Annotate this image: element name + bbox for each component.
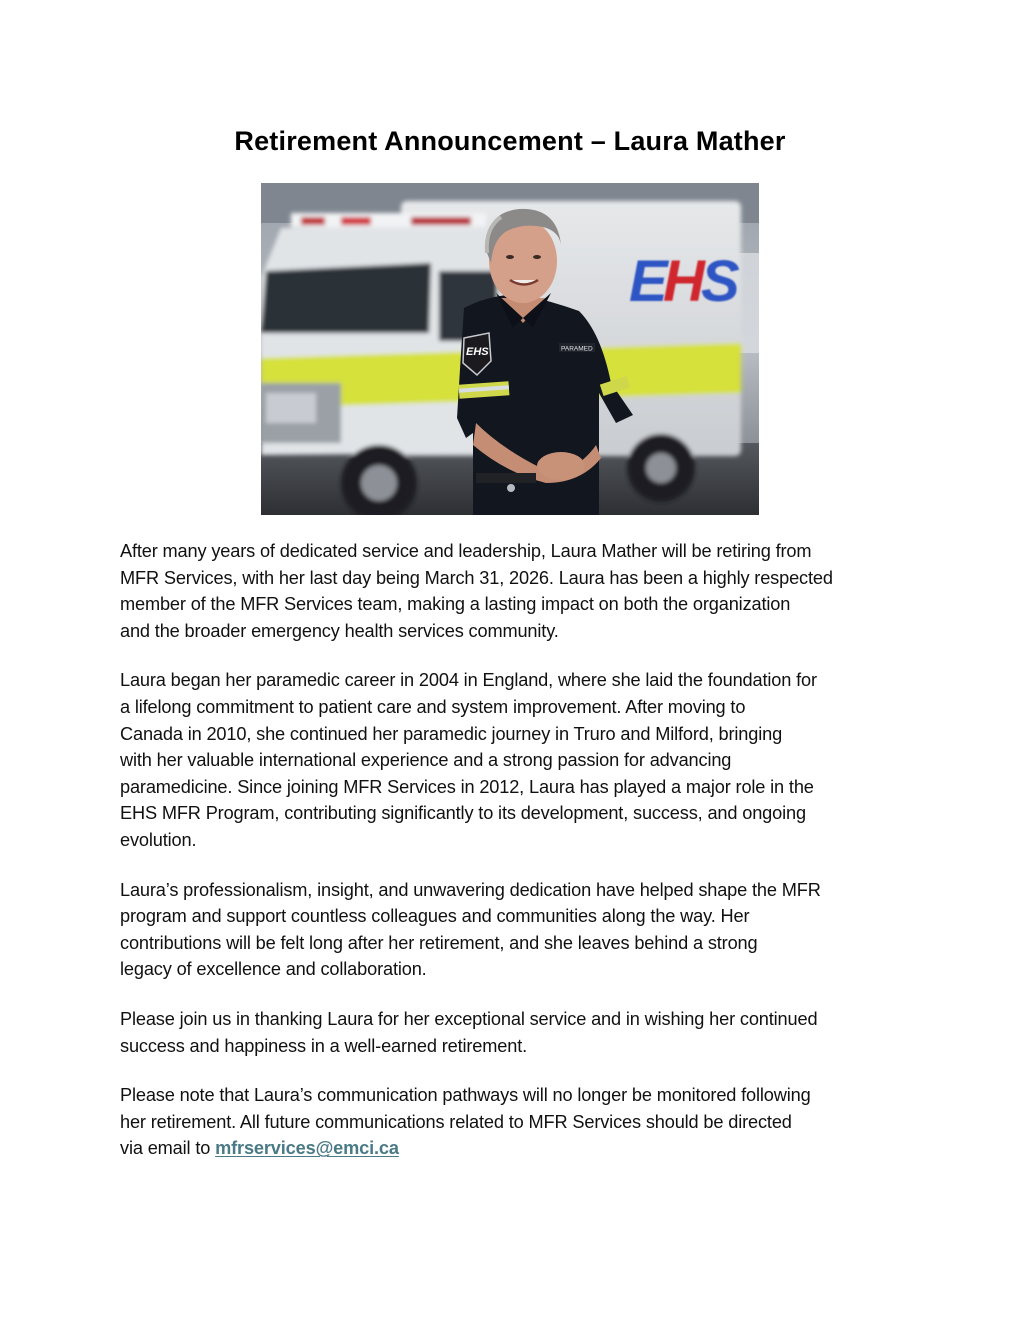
paragraph-career-history — [120, 667, 910, 853]
text-line: success and happiness in a well-earned retirement. — [120, 1035, 527, 1056]
email-link[interactable]: mfrservices@emci.ca — [215, 1138, 399, 1159]
ehs-ambulance-logo — [629, 249, 740, 314]
name-tag-text: PARAMED — [561, 345, 593, 353]
text-line: via email to — [120, 1138, 216, 1159]
text-line: Laura’s professionalism, insight, and unwavering dedication have helped shape the MFR — [120, 879, 821, 900]
paragraph-service-overview — [120, 538, 910, 644]
announcement-body — [120, 538, 910, 1185]
ehs-patch-text: EHS — [466, 346, 489, 358]
portrait-photo — [261, 183, 759, 515]
text-line: EHS MFR Program, contributing significantly to its development, success, and ongoing — [120, 803, 806, 824]
photo-illustration — [261, 183, 759, 515]
page-title: Retirement Announcement – Laura Mather — [234, 126, 786, 156]
text-line: Laura began her paramedic career in 2004 in England, where she laid the foundation for — [120, 670, 817, 691]
text-line: and the broader emergency health services community. — [120, 620, 559, 641]
text-line-with-link — [120, 1135, 910, 1162]
text-line: Please note that Laura’s communication pathways will no longer be monitored following — [120, 1085, 811, 1106]
text-line: Please join us in thanking Laura for her exceptional service and in wishing her continued — [120, 1008, 818, 1029]
text-line: paramedicine. Since joining MFR Services in 2012, Laura has played a major role in the — [120, 776, 814, 797]
text-line: a lifelong commitment to patient care and system improvement. After moving to — [120, 696, 746, 717]
text-line: MFR Services, with her last day being March 31, 2026. Laura has been a highly respected — [120, 567, 833, 588]
svg-text:S: S — [701, 249, 740, 314]
text-line: After many years of dedicated service and leadership, Laura Mather will be retiring from — [120, 541, 812, 561]
text-line: contributions will be felt long after her retirement, and she leaves behind a strong — [120, 932, 758, 953]
svg-text:E: E — [629, 249, 668, 314]
text-line: evolution. — [120, 829, 197, 850]
text-line: member of the MFR Services team, making a lasting impact on both the organization — [120, 594, 791, 615]
text-line: her retirement. All future communications related to MFR Services should be directed — [120, 1111, 792, 1132]
text-line: program and support countless colleagues and communities along the way. Her — [120, 906, 750, 927]
text-line: legacy of excellence and collaboration. — [120, 959, 427, 980]
text-line: with her valuable international experience and a strong passion for advancing — [120, 750, 732, 771]
paragraph-thanks — [120, 1006, 910, 1059]
text-line: Canada in 2010, she continued her paramedic journey in Truro and Milford, bringing — [120, 723, 783, 744]
svg-text:H: H — [663, 249, 705, 314]
paragraph-contact-notice — [120, 1082, 910, 1162]
paragraph-contributions — [120, 877, 910, 983]
